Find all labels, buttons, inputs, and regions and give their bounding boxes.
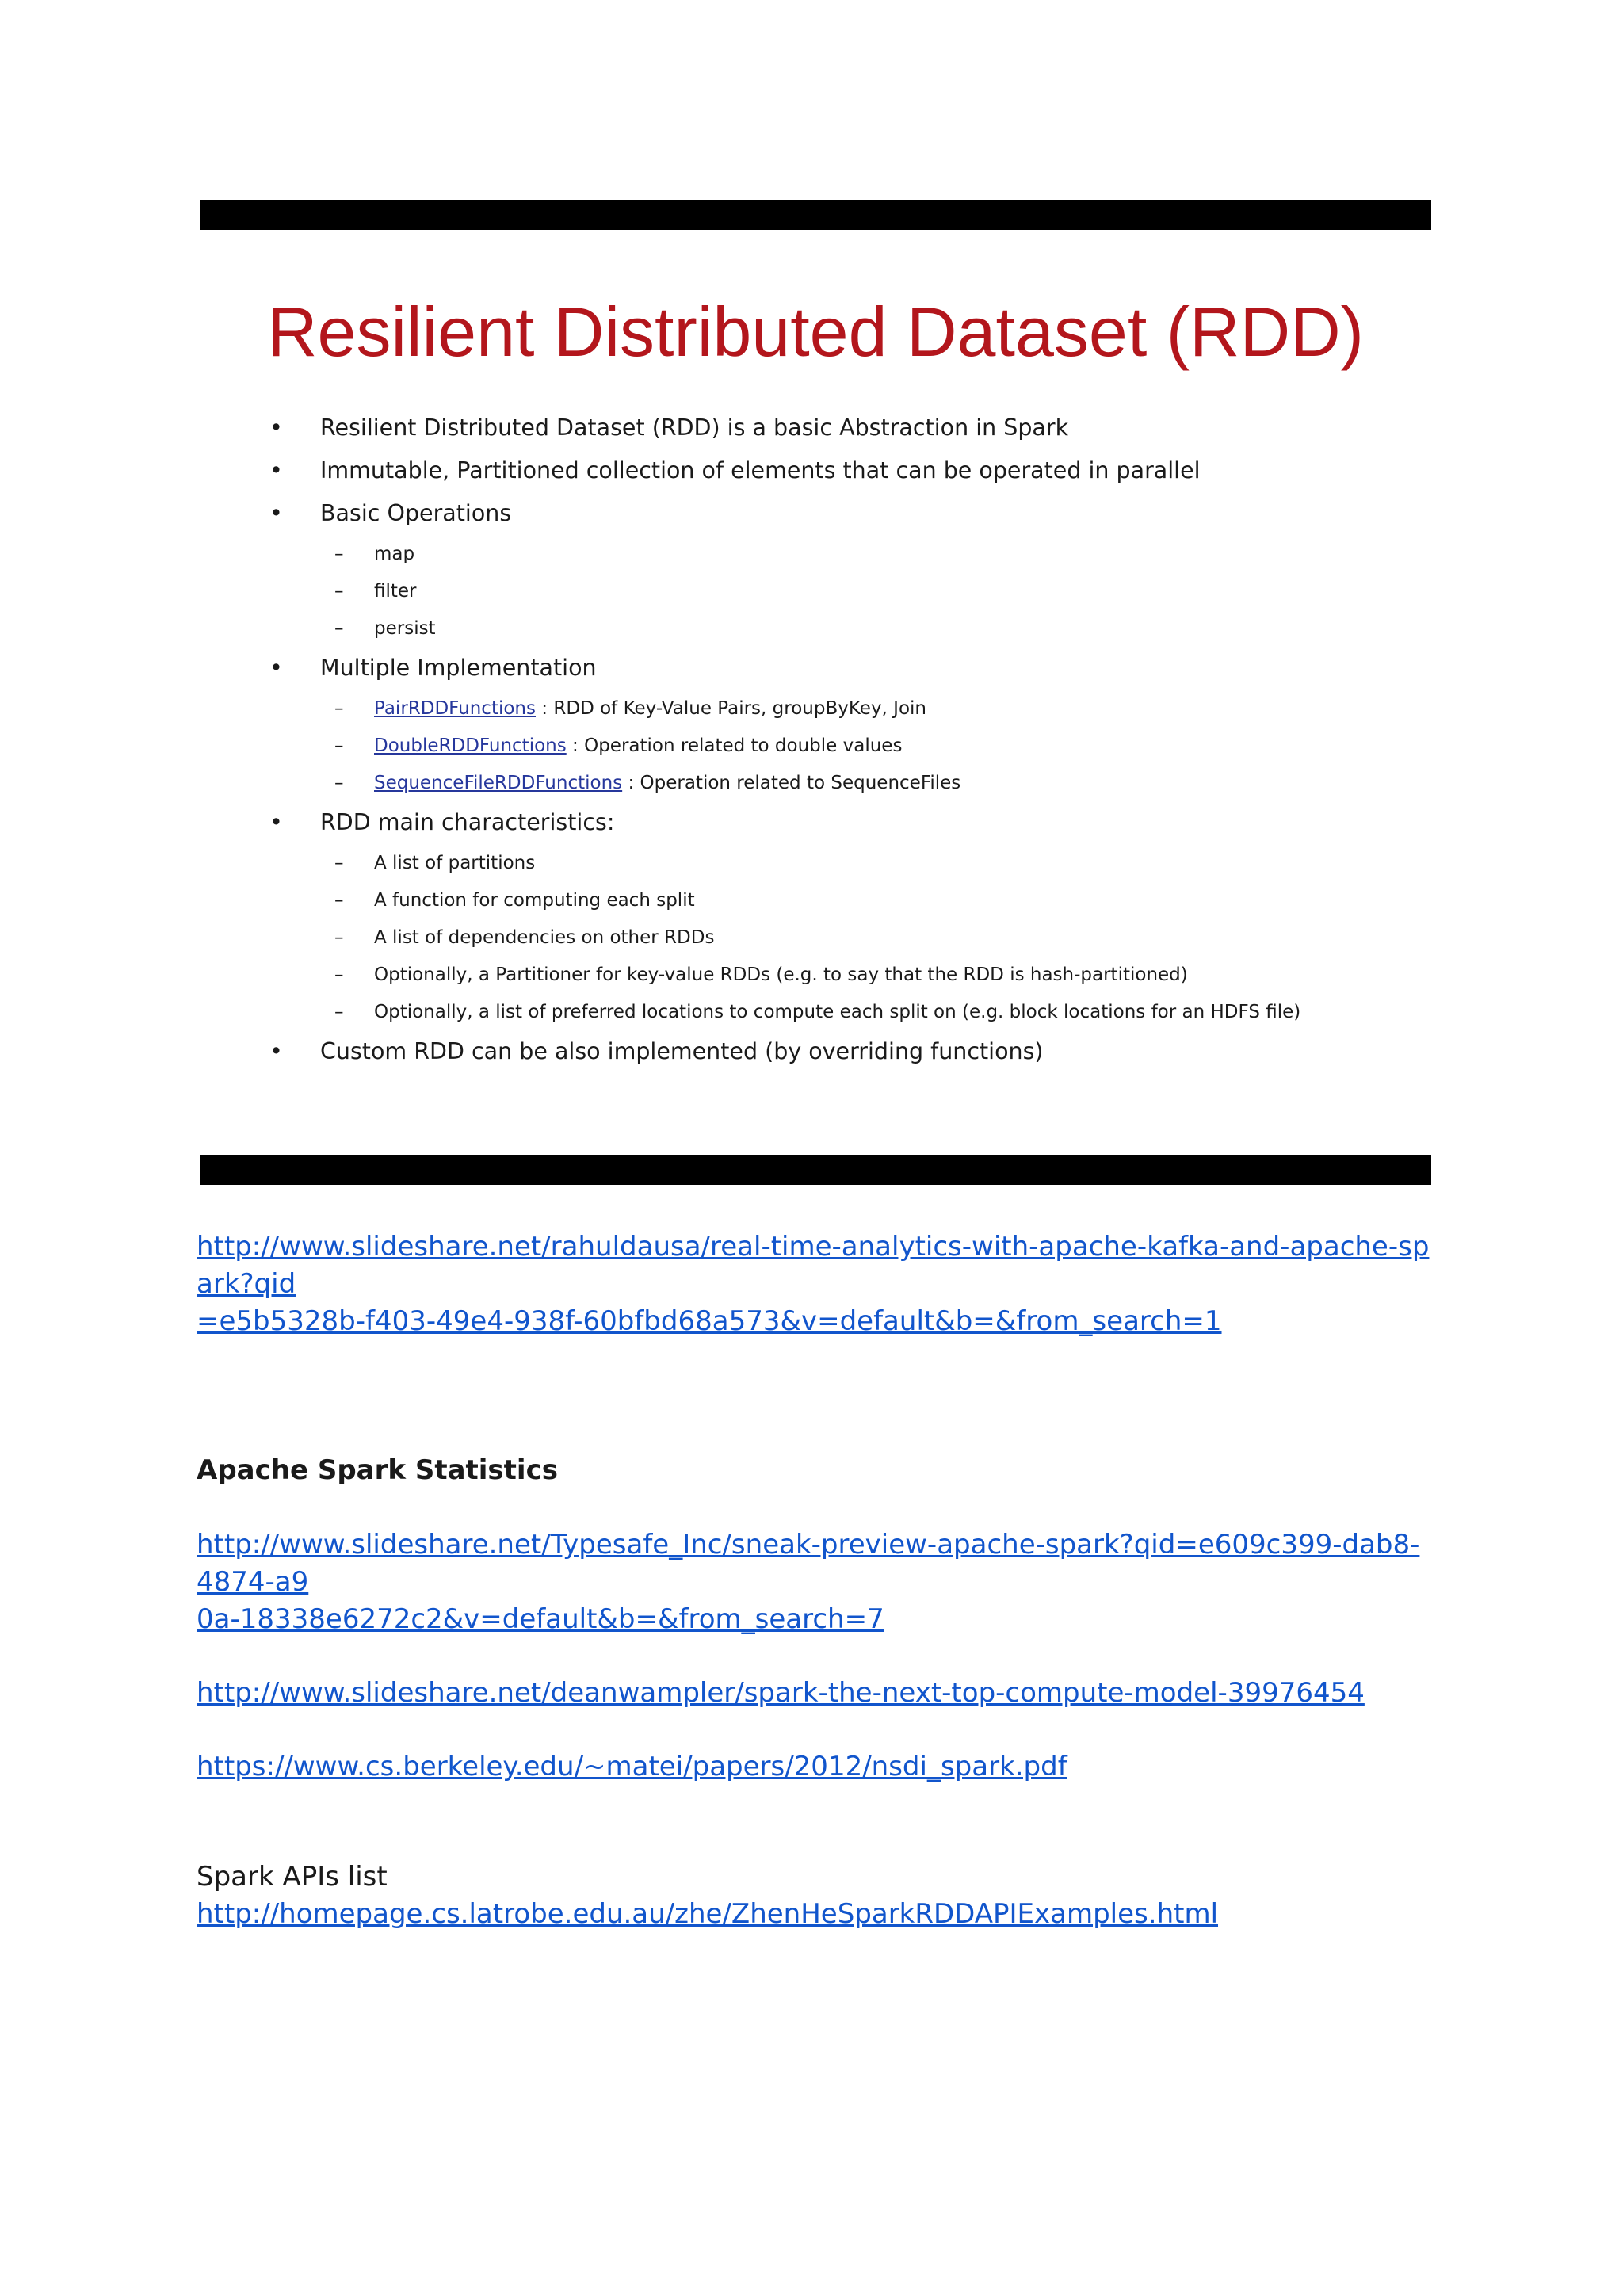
sub-text: A function for computing each split xyxy=(374,890,695,911)
apis-list-label: Spark APIs list xyxy=(197,1861,388,1893)
sub-item xyxy=(269,771,1411,808)
document-body xyxy=(197,1228,1433,1933)
link-line: 0a-18338e6272c2&v=default&b=&from_search=7 xyxy=(197,1603,884,1635)
sub-item xyxy=(269,851,1411,888)
link-paragraph xyxy=(197,1748,1433,1786)
dash-marker: – xyxy=(334,890,344,911)
slide-bottom-bar xyxy=(200,1155,1431,1185)
bullet-text: Immutable, Partitioned collection of elements that can be operated in parallel xyxy=(320,457,1201,483)
latrobe-api-examples-link[interactable]: http://homepage.cs.latrobe.edu.au/zhe/ZhenHeSparkRDDAPIExamples.html xyxy=(197,1898,1219,1930)
bullet-marker: • xyxy=(269,500,283,526)
bullet-marker: • xyxy=(269,1038,283,1064)
sub-item xyxy=(269,963,1411,1000)
bullet-item xyxy=(269,457,1411,499)
dash-marker: – xyxy=(334,735,344,756)
bullet-item xyxy=(269,499,1411,542)
sub-item xyxy=(269,579,1411,617)
dash-marker: – xyxy=(334,927,344,948)
dash-marker: – xyxy=(334,1002,344,1022)
bullet-text: RDD main characteristics: xyxy=(320,809,615,835)
dash-marker: – xyxy=(334,618,344,639)
bullet-text: Basic Operations xyxy=(320,500,512,526)
bullet-item xyxy=(269,414,1411,457)
sub-text: persist xyxy=(374,618,436,639)
sub-item xyxy=(269,926,1411,963)
slide-bullet-list xyxy=(269,414,1411,1080)
bullet-marker: • xyxy=(269,655,283,681)
sub-text: : RDD of Key-Value Pairs, groupByKey, Join xyxy=(536,698,926,719)
slideshare-kafka-spark-link[interactable] xyxy=(197,1231,1429,1337)
berkeley-paper-link[interactable]: https://www.cs.berkeley.edu/~matei/papers/2012/nsdi_spark.pdf xyxy=(197,1751,1067,1782)
link-line: =e5b5328b-f403-49e4-938f-60bfbd68a573&v=default&b=&from_search=1 xyxy=(197,1305,1222,1337)
bullet-text: Custom RDD can be also implemented (by overriding functions) xyxy=(320,1038,1044,1064)
sub-item xyxy=(269,1000,1411,1037)
link-paragraph xyxy=(197,1896,1433,1933)
bullet-text: Resilient Distributed Dataset (RDD) is a basic Abstraction in Spark xyxy=(320,415,1069,441)
sub-item xyxy=(269,734,1411,771)
dash-marker: – xyxy=(334,773,344,793)
bullet-marker: • xyxy=(269,809,283,835)
sub-text: filter xyxy=(374,581,417,602)
bullet-marker: • xyxy=(269,415,283,441)
bullet-item xyxy=(269,1037,1411,1080)
link-paragraph xyxy=(197,1228,1433,1340)
sub-text: : Operation related to double values xyxy=(566,735,903,756)
bullet-item xyxy=(269,654,1411,697)
slide-title: Resilient Distributed Dataset (RDD) xyxy=(267,292,1364,371)
sub-item xyxy=(269,697,1411,734)
sub-text: Optionally, a list of preferred locations to compute each split on (e.g. block locations for an HDFS file) xyxy=(374,1002,1301,1022)
sub-text: A list of dependencies on other RDDs xyxy=(374,927,715,948)
sub-text: : Operation related to SequenceFiles xyxy=(622,773,961,793)
dash-marker: – xyxy=(334,965,344,985)
double-rdd-functions-link[interactable]: DoubleRDDFunctions xyxy=(374,735,567,756)
link-line: http://www.slideshare.net/Typesafe_Inc/sneak-preview-apache-spark?qid=e609c399-dab8-4874-a9 xyxy=(197,1529,1420,1598)
section-heading: Apache Spark Statistics xyxy=(197,1454,558,1486)
sub-item xyxy=(269,542,1411,579)
sub-text: map xyxy=(374,544,415,564)
slideshare-deanwampler-link[interactable]: http://www.slideshare.net/deanwampler/spark-the-next-top-compute-model-39976454 xyxy=(197,1677,1365,1709)
sequence-file-rdd-functions-link[interactable]: SequenceFileRDDFunctions xyxy=(374,773,623,793)
bullet-item xyxy=(269,808,1411,851)
bullet-text: Multiple Implementation xyxy=(320,655,597,681)
link-paragraph xyxy=(197,1526,1433,1638)
bullet-marker: • xyxy=(269,457,283,483)
link-paragraph xyxy=(197,1675,1433,1712)
sub-text: A list of partitions xyxy=(374,853,536,873)
slideshare-typesafe-link[interactable] xyxy=(197,1529,1419,1635)
sub-item xyxy=(269,617,1411,654)
dash-marker: – xyxy=(334,581,344,602)
link-line: http://www.slideshare.net/rahuldausa/real-time-analytics-with-apache-kafka-and-apache-spark?qid xyxy=(197,1231,1430,1300)
sub-text: Optionally, a Partitioner for key-value RDDs (e.g. to say that the RDD is hash-partitioned) xyxy=(374,965,1188,985)
dash-marker: – xyxy=(334,544,344,564)
dash-marker: – xyxy=(334,698,344,719)
pair-rdd-functions-link[interactable]: PairRDDFunctions xyxy=(374,698,536,719)
dash-marker: – xyxy=(334,853,344,873)
slide-top-bar xyxy=(200,200,1431,230)
sub-item xyxy=(269,888,1411,926)
